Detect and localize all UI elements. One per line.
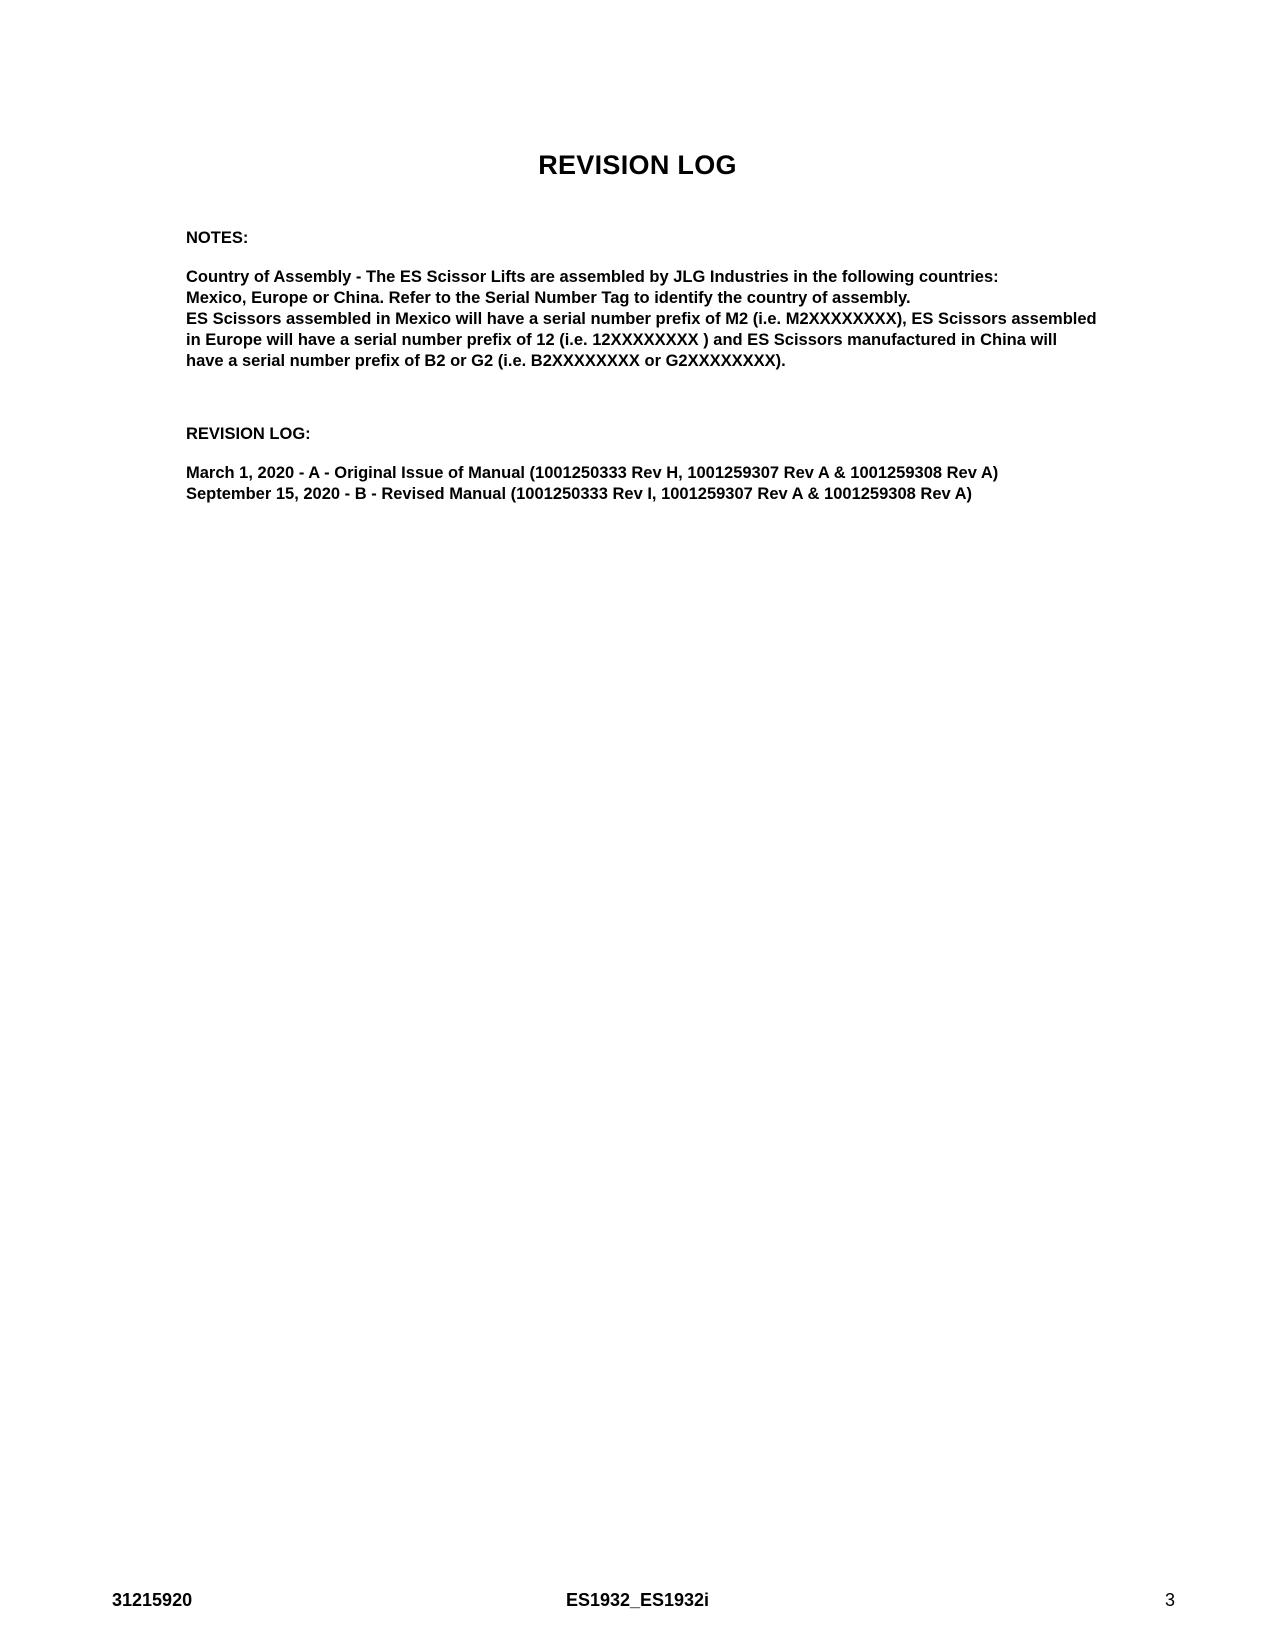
notes-line: have a serial number prefix of B2 or G2 (i.e. B2XXXXXXXX or G2XXXXXXXX).	[186, 352, 786, 370]
notes-line: Country of Assembly - The ES Scissor Lifts are assembled by JLG Industries in the following countries:	[186, 268, 999, 286]
page-footer	[0, 1590, 1275, 1614]
page-content	[186, 228, 1186, 505]
footer-model: ES1932_ES1932i	[565, 1590, 710, 1610]
notes-line: Mexico, Europe or China. Refer to the Serial Number Tag to identify the country of assembly.	[186, 289, 911, 307]
notes-heading: NOTES:	[186, 229, 249, 247]
revision-log-heading: REVISION LOG:	[186, 425, 311, 443]
footer-doc-number: 31215920	[112, 1590, 193, 1610]
page-title: REVISION LOG	[538, 150, 737, 180]
revision-entry: March 1, 2020 - A - Original Issue of Manual (1001250333 Rev H, 1001259307 Rev A & 1001259308 Rev A)	[186, 464, 999, 482]
notes-body	[186, 267, 1186, 372]
revision-entry: September 15, 2020 - B - Revised Manual (1001250333 Rev I, 1001259307 Rev A & 1001259308 Rev A)	[186, 485, 973, 503]
revision-log-list	[186, 463, 1186, 505]
notes-line: in Europe will have a serial number prefix of 12 (i.e. 12XXXXXXXX ) and ES Scissors manufactured in China will	[186, 331, 1058, 349]
notes-line: ES Scissors assembled in Mexico will have a serial number prefix of M2 (i.e. M2XXXXXXXX), ES Scissors assembled	[186, 310, 1097, 328]
footer-page-number: 3	[1164, 1590, 1175, 1610]
